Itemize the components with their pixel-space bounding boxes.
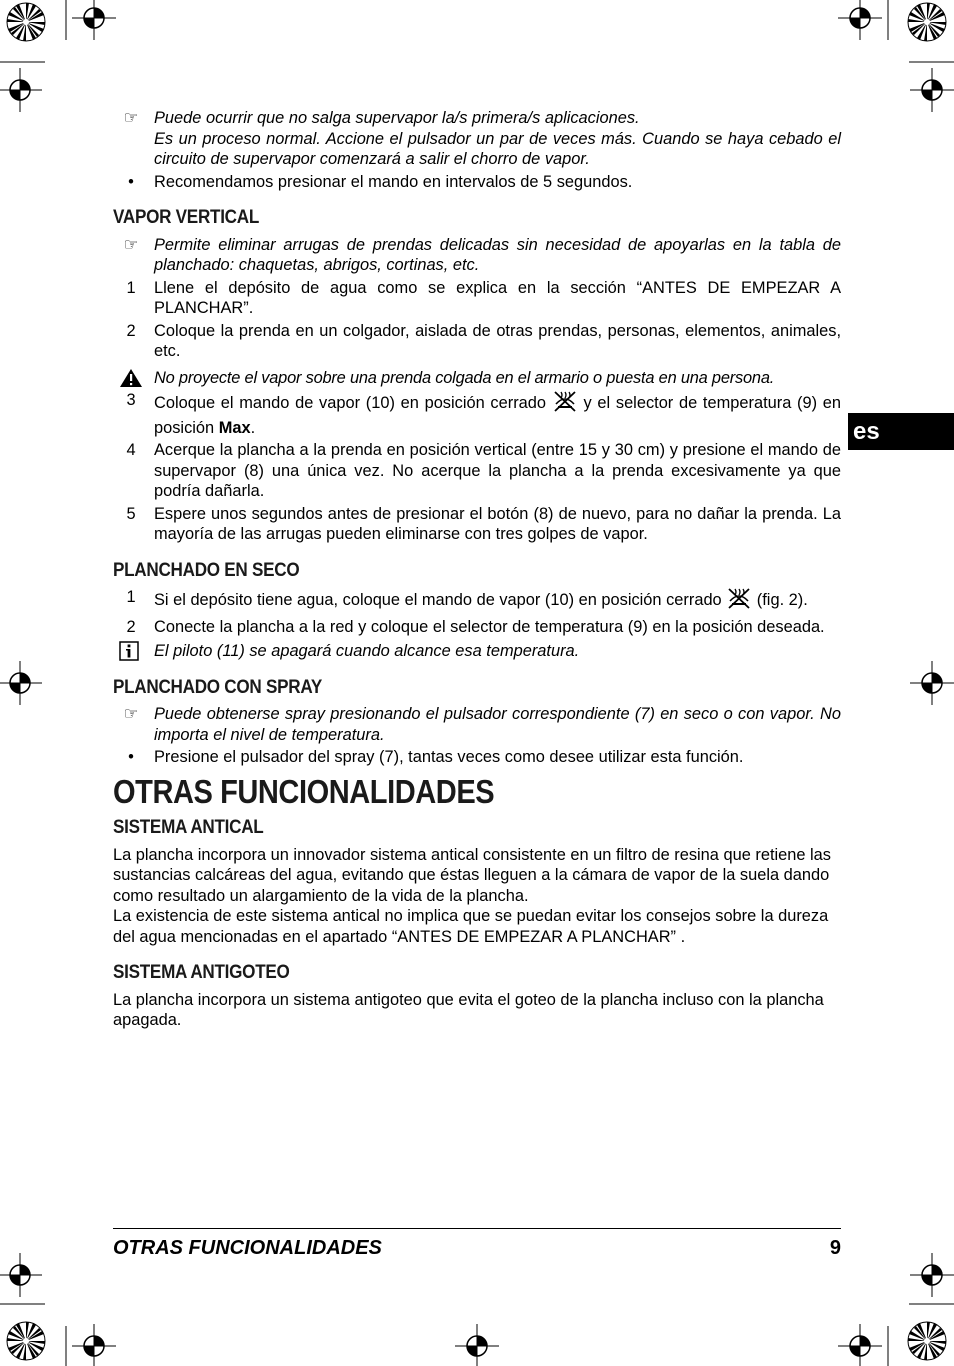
step-text: y el selector de temperatura (9) en posición <box>154 394 842 437</box>
note-text: Puede obtenerse spray presionando el pulsador correspondiente (7) en seco o con vapor. No importa el nivel de temperatura. <box>154 705 841 744</box>
step-item <box>113 504 841 545</box>
step-item <box>113 617 841 638</box>
bullet-icon: • <box>128 748 134 766</box>
step-text: Acerque la plancha a la prenda en posición vertical (entre 15 y 30 cm) y presione el mando de supervapor (8) una única vez. No acerque la plancha a la prenda excesivamente ya que podría dañarla. <box>154 441 841 500</box>
note-vapor-vertical <box>113 235 841 276</box>
info-icon <box>119 641 155 667</box>
note-line: Es un proceso normal. Accione el pulsador un par de veces más. Cuando se haya cebado el circuito de supervapor comenzará a salir el chorro de vapor. <box>154 129 841 168</box>
step-text: Coloque el mando de vapor (10) en posición cerrado <box>154 394 547 413</box>
step-text: Llene el depósito de agua como se explica en la sección “ANTES DE EMPEZAR A PLANCHAR”. <box>154 278 841 317</box>
info-text: El piloto (11) se apagará cuando alcance esa temperatura. <box>154 642 580 660</box>
steam-off-icon <box>726 587 752 615</box>
step-text: Conecte la plancha a la red y coloque el selector de temperatura (9) en la posición deseada. <box>154 617 825 636</box>
warning-note <box>113 368 841 389</box>
step-text: (fig. 2). <box>756 591 808 610</box>
footer-title: OTRAS FUNCIONALIDADES <box>113 1237 382 1259</box>
pointing-hand-icon: ☞ <box>123 109 139 127</box>
note-text: Permite eliminar arrugas de prendas delicadas sin necesidad de apoyarlas en la tabla de planchado: chaquetas, abrigos, cortinas, etc. <box>154 235 841 274</box>
info-note <box>113 641 841 662</box>
step-number: 1 <box>126 278 136 297</box>
section-heading: SISTEMA ANTICAL <box>113 817 264 838</box>
paragraph: La plancha incorpora un innovador sistema antical consistente en un filtro de resina que retiene las sustancias calcáreas del agua, evitando que éstas lleguen a la cámara de vapor de la suela dando como resultado un alargamiento de la vida de la plancha. <box>113 845 831 905</box>
bullet-text: Presione el pulsador del spray (7), tantas veces como desee utilizar esta función. <box>154 748 744 766</box>
bullet-text: Recomendamos presionar el mando en intervalos de 5 segundos. <box>154 172 633 191</box>
step-text-end: . <box>250 418 256 437</box>
step-number: 1 <box>126 588 136 606</box>
warning-text: No proyecte el vapor sobre una prenda colgada en el armario o puesta en una persona. <box>154 368 775 387</box>
step-item <box>113 440 841 502</box>
page-content <box>113 108 841 1031</box>
bullet-item <box>113 747 841 768</box>
note-spray <box>113 704 841 745</box>
step-item <box>113 390 841 438</box>
step-item <box>113 321 841 362</box>
step-number: 4 <box>126 441 136 459</box>
note-supervapor <box>113 108 841 170</box>
step-number: 2 <box>126 617 136 636</box>
steam-off-icon <box>552 390 578 418</box>
bullet-icon: • <box>128 172 134 191</box>
step-text: Coloque la prenda en un colgador, aislada de otras prendas, personas, elementos, animales, etc. <box>154 321 841 360</box>
max-label: Max <box>218 418 251 437</box>
step-item <box>113 587 841 615</box>
language-tab: es <box>848 413 954 450</box>
section-heading: PLANCHADO EN SECO <box>113 559 300 581</box>
step-text: Si el depósito tiene agua, coloque el mando de vapor (10) en posición cerrado <box>154 591 722 610</box>
pointing-hand-icon: ☞ <box>123 235 139 254</box>
note-line: Puede ocurrir que no salga supervapor la/s primera/s aplicaciones. <box>154 109 640 127</box>
step-number: 5 <box>126 504 136 523</box>
step-text: Espere unos segundos antes de presionar el botón (8) de nuevo, para no dañar la prenda. La mayoría de las arrugas pueden eliminarse con tres golpes de vapor. <box>154 504 841 543</box>
section-heading: PLANCHADO CON SPRAY <box>113 676 322 698</box>
section-heading: VAPOR VERTICAL <box>113 207 260 228</box>
footer-divider <box>113 1228 841 1229</box>
section-heading: SISTEMA ANTIGOTEO <box>113 962 290 983</box>
paragraph: La existencia de este sistema antical no implica que se puedan evitar los consejos sobre la dureza del agua mencionadas en el apartado “ANTES DE EMPEZAR A PLANCHAR” . <box>113 907 829 946</box>
chapter-heading: OTRAS FUNCIONALIDADES <box>113 772 495 810</box>
pointing-hand-icon: ☞ <box>123 705 139 723</box>
step-number: 2 <box>126 321 136 340</box>
paragraph: La plancha incorpora un sistema antigoteo que evita el goteo de la plancha incluso con la plancha apagada. <box>113 990 824 1029</box>
bullet-item <box>113 172 841 193</box>
step-item <box>113 278 841 319</box>
page-number: 9 <box>829 1237 841 1259</box>
step-number: 3 <box>126 391 136 409</box>
